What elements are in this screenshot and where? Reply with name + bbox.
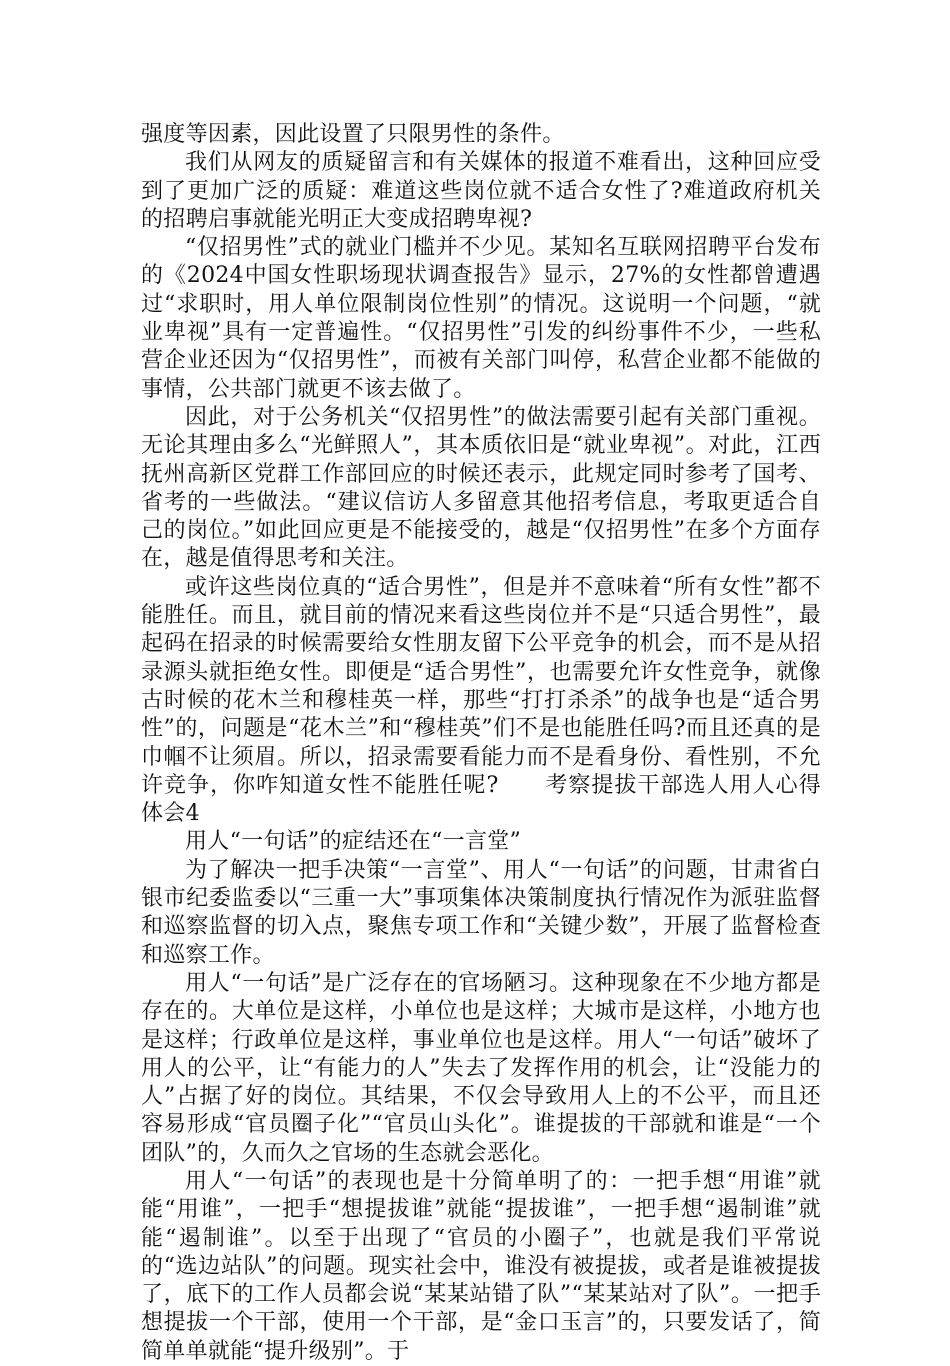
paragraph: 用人“一句话”的表现也是十分简单明了的：一把手想“用谁”就能“用谁”，一把手“想提拔谁”就能“提拔谁”，一把手想“遏制谁”就能“遏制谁”。以至于出现了“官员的小圈子”，也就是我们平常说的“选边站队”的问题。现实社会中，谁没有被提拔，或者是谁被提拔了，底下的工作人员都会说“某某站错了队”“某某站对了队”。一把手想提拔一个干部，使用一个干部，是“金口玉言”的，只要发话了，简简单单就能“提升级别”。于	[141, 1168, 821, 1364]
paragraph: 用人“一句话”是广泛存在的官场陋习。这种现象在不少地方都是存在的。大单位是这样，小单位也是这样；大城市是这样，小地方也是这样；行政单位是这样，事业单位也是这样。用人“一句话”破坏了用人的公平，让“有能力的人”失去了发挥作用的机会，让“没能力的人”占据了好的岗位。其结果，不仅会导致用人上的不公平，而且还容易形成“官员圈子化”“官员山头化”。谁提拔的干部就和谁是“一个团队”的，久而久之官场的生态就会恶化。	[141, 970, 821, 1166]
paragraph: 我们从网友的质疑留言和有关媒体的报道不难看出，这种回应受到了更加广泛的质疑：难道这些岗位就不适合女性了?难道政府机关的招聘启事就能光明正大变成招聘卑视?	[141, 150, 821, 232]
section-heading: 用人“一句话”的症结还在“一言堂”	[185, 829, 522, 855]
paragraph: 强度等因素，因此设置了只限男性的条件。	[141, 122, 565, 147]
paragraph: 为了解决一把手决策“一言堂”、用人“一句话”的问题，甘肃省白银市纪委监委以“三重一大”事项集体决策制度执行情况作为派驻监督和巡察监督的切入点，聚焦专项工作和“关键少数”，开展了监督检查和巡察工作。	[141, 857, 821, 968]
paragraph: 或许这些岗位真的“适合男性”，但是并不意味着“所有女性”都不能胜任。而且，就目前的情况来看这些岗位并不是“只适合男性”，最起码在招录的时候需要给女性朋友留下公平竞争的机会，而不是从招录源头就拒绝女性。即便是“适合男性”，也需要允许女性竞争，就像古时候的花木兰和穆桂英一样，那些“打打杀杀”的战争也是“适合男性”的，问题是“花木兰”和“穆桂英”们不是也能胜任吗?而且还真的是巾帼不让须眉。所以，招录需要看能力而不是看身份、看性别，不允许竞争，你咋知道女性不能胜任呢? 考察提拔干部选人用人心得体会4	[141, 574, 821, 827]
paragraph: 因此，对于公务机关“仅招男性”的做法需要引起有关部门重视。无论其理由多么“光鲜照人”，其本质依旧是“就业卑视”。对此，江西抚州高新区党群工作部回应的时候还表示，此规定同时参考了国考、省考的一些做法。“建议信访人多留意其他招考信息，考取更适合自己的岗位。”如此回应更是不能接受的，越是“仅招男性”在多个方面存在，越是值得思考和关注。	[141, 404, 821, 572]
paragraph: “仅招男性”式的就业门槛并不少见。某知名互联网招聘平台发布的《2024中国女性职场现状调查报告》显示，27%的女性都曾遭遇过“求职时，用人单位限制岗位性别”的情况。这说明一个问题，“就业卑视”具有一定普遍性。“仅招男性”引发的纠纷事件不少，一些私营企业还因为“仅招男性”，而被有关部门叫停，私营企业都不能做的事情，公共部门就更不该去做了。	[141, 235, 821, 402]
document-body	[141, 121, 821, 1366]
